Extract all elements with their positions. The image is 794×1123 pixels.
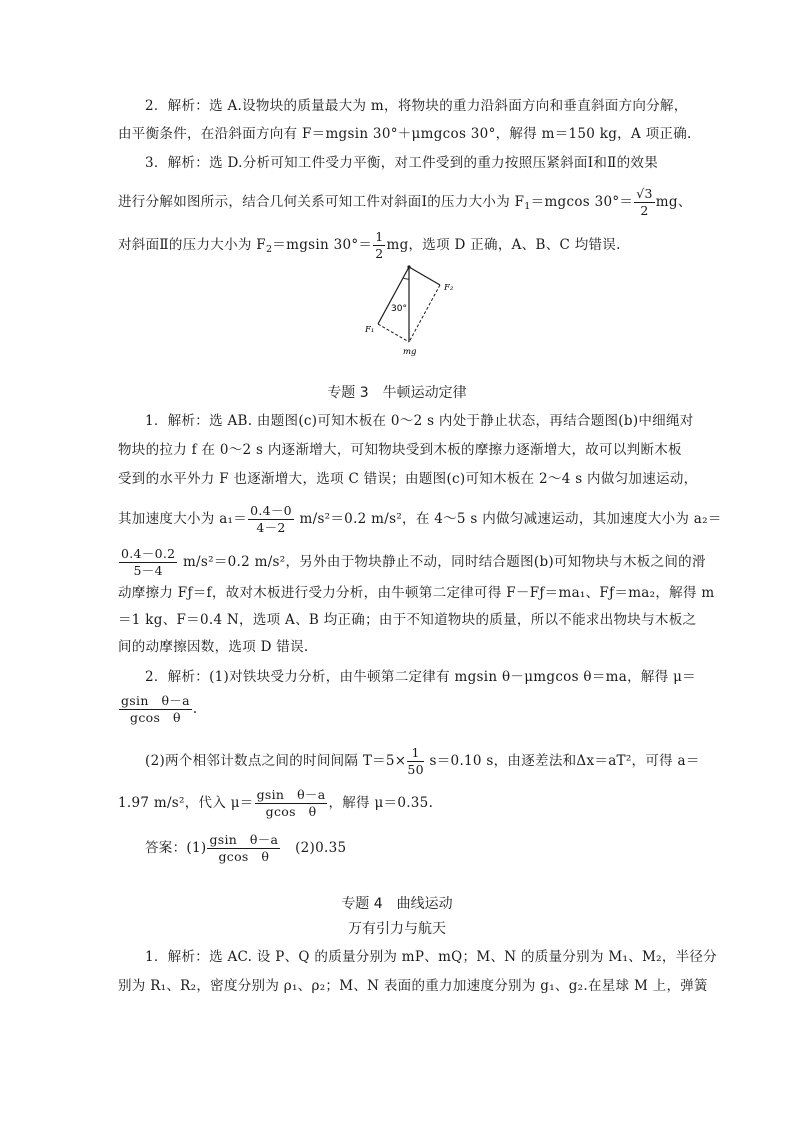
text: m/s²＝0.2 m/s²，另外由于物块静止不动，同时结合题图(b)可知物块与木板之间的滑 [178,554,706,570]
p3-text: 对斜面Ⅱ的压力大小为 F [118,237,266,253]
p3-line-1: 3．解析：选 D.分析可知工件受力平衡，对工件受到的重力按照压紧斜面Ⅰ和Ⅱ的效果 [145,155,659,171]
mg-label: mg [403,347,417,357]
fraction [407,745,424,778]
angle-label: 30° [391,304,407,314]
p2-line-2: 由平衡条件，在沿斜面方向有 F＝mgsin 30°＋μmgcos 30°，解得 m＝150 kg，A 项正确. [118,126,692,142]
frac-den: 5－4 [133,563,163,578]
section-3-title: 专题 3 牛顿运动定律 [327,385,467,401]
s3p2-line-2 [145,745,705,778]
s3p2-line-1: 2．解析：(1)对铁块受力分析，由牛顿第二定律有 mgsin θ－μmgcos θ＝ma，解得 μ＝ [145,669,696,685]
text: (2)两个相邻计数点之间的时间间隔 T＝5× [145,753,407,769]
frac-num: 0.4－0 [250,503,292,518]
f1-vector [378,267,409,324]
text: 1.97 m/s²，代入 μ＝ [118,795,254,811]
f1-label: F₁ [365,325,375,335]
text: 其加速度大小为 a₁＝ [118,511,248,527]
text: ，解得 μ＝0.35. [328,795,434,811]
s3p2-answer [145,832,705,865]
s3p1-line-8: 间的动摩擦因数，选项 D 错误. [118,639,309,655]
fraction [248,503,294,536]
s3p1-line-3: 受到的水平外力 F 也逐渐增大，选项 C 错误；由题图(c)可知木板在 2～4 s 内做匀加速运动， [118,471,698,487]
f2-label: F₂ [444,283,454,293]
frac-num: gsin θ－a [256,787,326,802]
fraction [634,186,655,219]
p3-text: 进行分解如图所示，结合几何关系可知工件对斜面Ⅰ的压力大小为 F [118,194,525,210]
force-diagram [350,262,470,362]
section-4-subtitle: 万有引力与航天 [348,921,446,937]
p3-text: ＝mgsin 30°＝ [272,237,373,253]
s3p1-line-6: 动摩擦力 Fƒ＝f，故对木板进行受力分析，由牛顿第二定律可得 F－Fƒ＝ma₁、Fƒ＝ma₂，解得 m [118,585,715,601]
dashed-line [409,285,440,342]
s4p1-line-2: 别为 R₁、R₂，密度分别为 ρ₁、ρ₂；M、N 表面的重力加速度分别为 g₁、g₂.在星球 M 上，弹簧 [118,978,708,994]
frac-den: 4－2 [256,520,286,535]
s3p2-frac-line: $\frac{\text{gsin θ－a}}{\text{gcos θ}}$ . [121,693,198,725]
p3-text: ＝mgcos 30°＝ [530,194,634,210]
frac-den: 50 [407,762,424,777]
p3-text: mg、 [655,194,692,210]
f2-vector [409,267,440,285]
frac-den: gcos θ [265,804,317,819]
p2-line-1: 2．解析：选 A.设物块的质量最大为 m，将物块的重力沿斜面方向和垂直斜面方向分解， [145,98,688,114]
frac-den: gcos θ [218,849,270,864]
s3p2-line-3 [118,787,678,820]
frac-num: 1 [375,229,384,244]
frac-den: 2 [375,246,384,261]
fraction [119,546,177,579]
fraction [119,693,192,726]
frac-den: 2 [640,203,649,218]
p3-line-2: 进行分解如图所示，结合几何关系可知工件对斜面Ⅰ的压力大小为 $F_1=mgcos$ 30°＝ $\frac{√3}{2}$ mg、 [118,186,692,218]
frac-num: 1 [407,745,424,762]
section-4-title: 专题 4 曲线运动 [341,896,453,912]
origin-point [407,265,410,268]
s3p1-line-4 [118,503,722,536]
s3p1-line-1: 1．解析：选 AB. 由题图(c)可知木板在 0～2 s 内处于静止状态，再结合题图(b)中细绳对 [145,413,694,429]
dashed-line [378,324,409,342]
frac-num: gsin θ－a [209,832,279,847]
s3p1-line-2: 物块的拉力 f 在 0～2 s 内逐渐增大，可知物块受到木板的摩擦力逐渐增大，故可以判断木板 [118,442,682,458]
frac-num: 0.4－0.2 [121,546,176,561]
text: s＝0.10 s，由逐差法和Δx＝aT²，可得 a＝ [424,753,700,769]
frac-den: gcos θ [130,710,181,725]
text: (2)0.35 [281,840,347,856]
p3-line-3: 对斜面Ⅱ的压力大小为 $F_2=mgsin$ 30°＝ $\frac{1}{2}$ mg，选项 D 正确，A、B、C 均错误. [118,229,621,261]
s3p1-line-7: ＝1 kg、F＝0.4 N，选项 A、B 均正确；由于不知道物块的质量，所以不能求出物块与木板之 [118,612,697,628]
s4p1-line-1: 1．解析：选 AC. 设 P、Q 的质量分别为 mP、mQ；M、N 的质量分别为 M₁、M₂，半径分 [145,949,718,965]
fraction [373,229,385,262]
p3-text: mg，选项 D 正确，A、B、C 均错误. [386,237,621,253]
frac-num: gsin θ－a [121,693,190,708]
text: m/s²＝0.2 m/s²，在 4～5 s 内做匀减速运动，其加速度大小为 a₂＝ [294,511,722,527]
s3p1-line-5 [118,546,706,579]
frac-num: √3 [636,186,653,201]
text: 答案：(1) [145,840,207,856]
angle-arc [403,278,409,279]
fraction [255,787,328,820]
fraction [207,832,280,865]
